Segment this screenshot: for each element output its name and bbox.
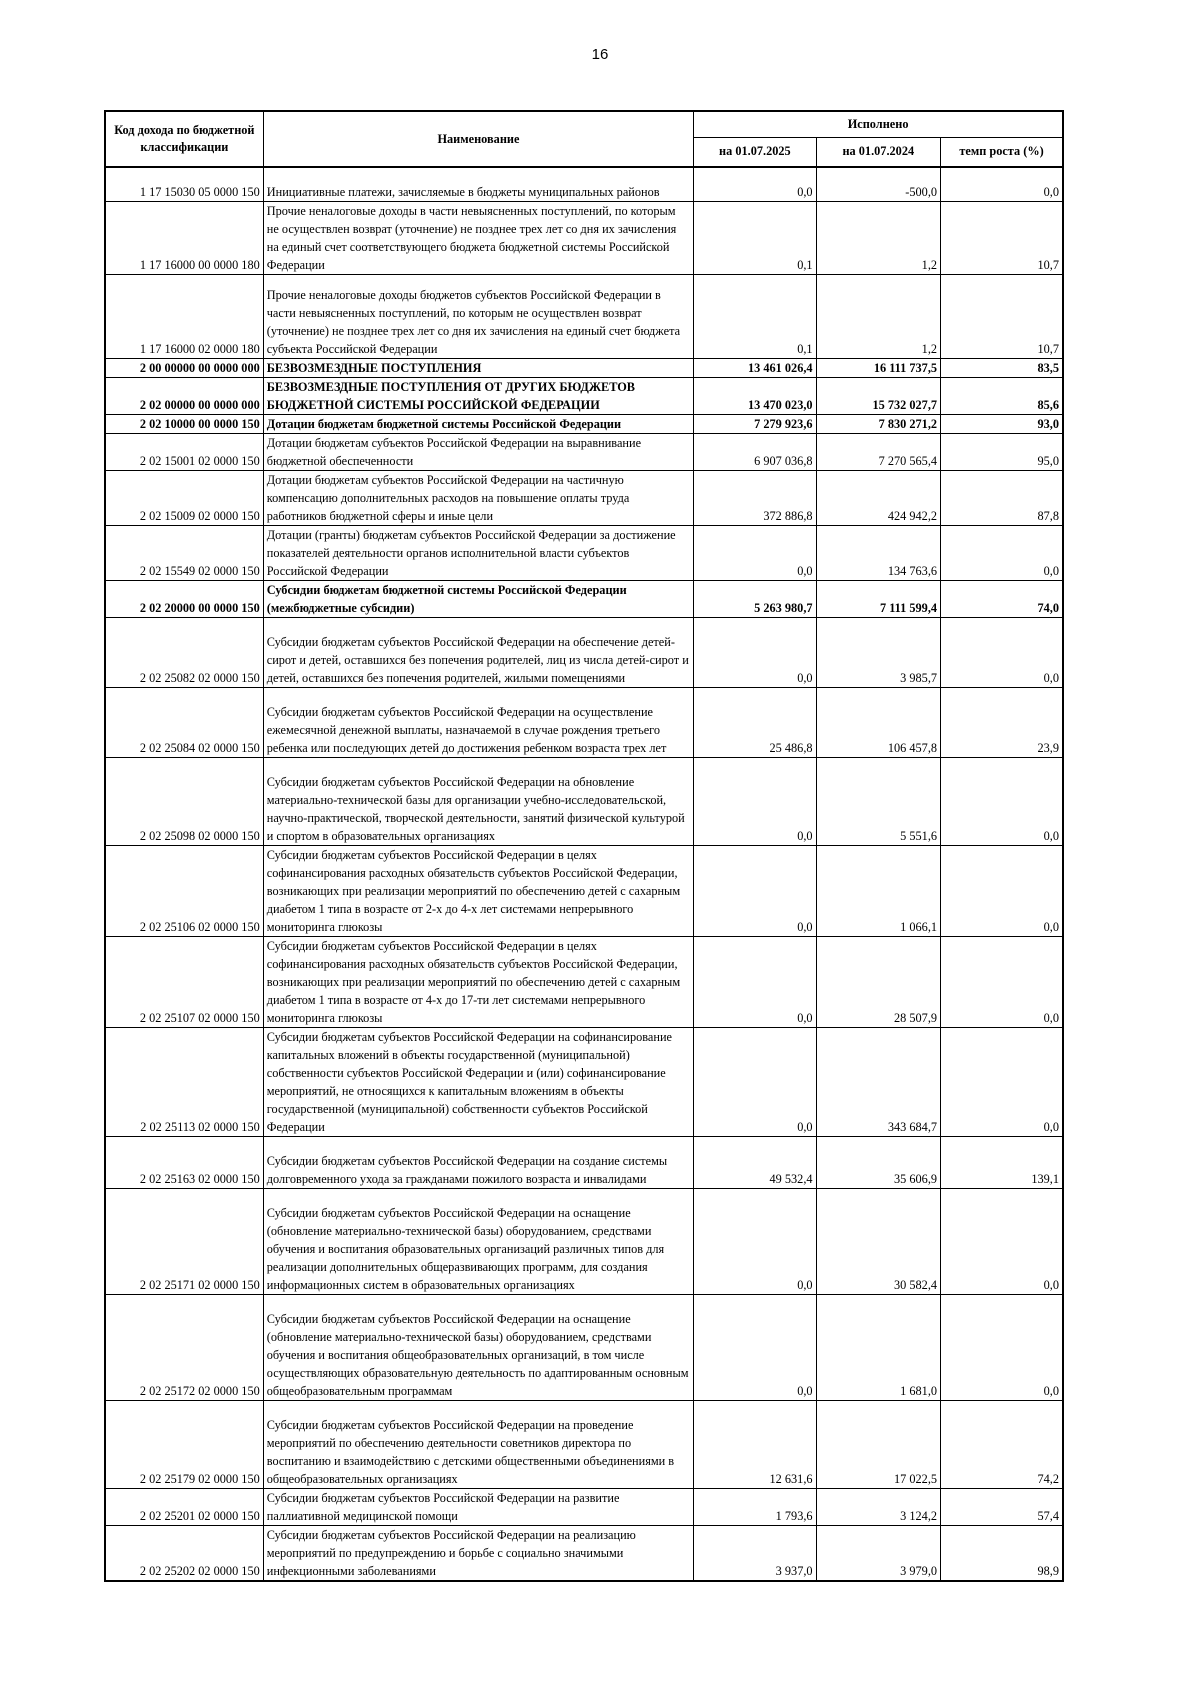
row-code: 2 02 15009 02 0000 150 (105, 470, 263, 525)
table-row (105, 936, 1063, 1027)
table-row (105, 1136, 1063, 1188)
table-row (105, 1027, 1063, 1136)
row-value-2025: 49 532,4 (694, 1136, 816, 1188)
row-growth: 10,7 (941, 201, 1063, 274)
row-value-2025: 0,0 (694, 757, 816, 845)
row-value-2024: 424 942,2 (816, 470, 940, 525)
row-growth: 57,4 (941, 1488, 1063, 1525)
row-code: 2 02 25084 02 0000 150 (105, 687, 263, 757)
table-row (105, 845, 1063, 936)
row-value-2025: 372 886,8 (694, 470, 816, 525)
row-growth: 0,0 (941, 617, 1063, 687)
table-row (105, 687, 1063, 757)
row-growth: 0,0 (941, 1027, 1063, 1136)
row-value-2025: 3 937,0 (694, 1525, 816, 1581)
row-value-2024: 16 111 737,5 (816, 358, 940, 377)
header-growth: темп роста (%) (941, 137, 1063, 167)
row-name: Субсидии бюджетам субъектов Российской Федерации на обновление материально-технической базы для организации учебно-исследовательской, научно-практической, творческой деятельности, занятий физической культурой и спортом в образовательных организациях (263, 757, 693, 845)
table-row (105, 580, 1063, 617)
header-executed: Исполнено (694, 111, 1063, 137)
row-code: 2 02 25172 02 0000 150 (105, 1294, 263, 1400)
row-growth: 93,0 (941, 414, 1063, 433)
row-code: 1 17 15030 05 0000 150 (105, 167, 263, 201)
row-name: Инициативные платежи, зачисляемые в бюджеты муниципальных районов (263, 167, 693, 201)
row-code: 2 02 25163 02 0000 150 (105, 1136, 263, 1188)
row-name: Субсидии бюджетам субъектов Российской Федерации на проведение мероприятий по обеспечению деятельности советников директора по воспитанию и взаимодействию с детскими общественными объединениями в общеобразовательных организациях (263, 1400, 693, 1488)
row-code: 1 17 16000 00 0000 180 (105, 201, 263, 274)
row-name: Субсидии бюджетам бюджетной системы Российской Федерации (межбюджетные субсидии) (263, 580, 693, 617)
row-value-2025: 0,0 (694, 525, 816, 580)
row-growth: 0,0 (941, 167, 1063, 201)
row-value-2024: -500,0 (816, 167, 940, 201)
row-code: 2 02 15549 02 0000 150 (105, 525, 263, 580)
table-header (105, 111, 1063, 167)
row-growth: 0,0 (941, 1188, 1063, 1294)
table-row (105, 358, 1063, 377)
row-value-2024: 3 985,7 (816, 617, 940, 687)
table-row (105, 274, 1063, 358)
header-date-2025: на 01.07.2025 (694, 137, 816, 167)
row-growth: 23,9 (941, 687, 1063, 757)
row-code: 2 02 25113 02 0000 150 (105, 1027, 263, 1136)
row-growth: 139,1 (941, 1136, 1063, 1188)
table-row (105, 201, 1063, 274)
row-name: Субсидии бюджетам субъектов Российской Федерации на создание системы долговременного ухода за гражданами пожилого возраста и инвалидами (263, 1136, 693, 1188)
row-value-2025: 6 907 036,8 (694, 433, 816, 470)
row-value-2024: 134 763,6 (816, 525, 940, 580)
row-growth: 98,9 (941, 1525, 1063, 1581)
row-value-2025: 25 486,8 (694, 687, 816, 757)
row-name: БЕЗВОЗМЕЗДНЫЕ ПОСТУПЛЕНИЯ (263, 358, 693, 377)
row-code: 2 02 25179 02 0000 150 (105, 1400, 263, 1488)
row-code: 2 02 00000 00 0000 000 (105, 377, 263, 414)
row-value-2025: 0,1 (694, 274, 816, 358)
row-value-2024: 28 507,9 (816, 936, 940, 1027)
table-row (105, 377, 1063, 414)
table-row (105, 433, 1063, 470)
row-growth: 10,7 (941, 274, 1063, 358)
row-value-2024: 7 270 565,4 (816, 433, 940, 470)
row-code: 2 02 25107 02 0000 150 (105, 936, 263, 1027)
row-value-2025: 0,1 (694, 201, 816, 274)
row-growth: 0,0 (941, 845, 1063, 936)
row-value-2024: 5 551,6 (816, 757, 940, 845)
table-row (105, 525, 1063, 580)
header-code: Код дохода по бюджетной классификации (105, 111, 263, 167)
row-growth: 74,0 (941, 580, 1063, 617)
row-value-2025: 7 279 923,6 (694, 414, 816, 433)
row-value-2024: 15 732 027,7 (816, 377, 940, 414)
row-value-2024: 7 830 271,2 (816, 414, 940, 433)
row-name: Субсидии бюджетам субъектов Российской Федерации на обеспечение детей-сирот и детей, оставшихся без попечения родителей, лиц из числа детей-сирот и детей, оставшихся без попечения родителей, жилыми помещениями (263, 617, 693, 687)
row-value-2025: 0,0 (694, 617, 816, 687)
row-code: 2 02 25171 02 0000 150 (105, 1188, 263, 1294)
table-row (105, 617, 1063, 687)
row-growth: 0,0 (941, 936, 1063, 1027)
row-name: Прочие неналоговые доходы в части невыясненных поступлений, по которым не осуществлен возврат (уточнение) не позднее трех лет со дня их зачисления на единый счет соответствующего бюджета бюджетной системы Российской Федерации (263, 201, 693, 274)
row-value-2025: 13 461 026,4 (694, 358, 816, 377)
row-value-2024: 1,2 (816, 274, 940, 358)
row-code: 2 02 20000 00 0000 150 (105, 580, 263, 617)
row-value-2025: 1 793,6 (694, 1488, 816, 1525)
row-value-2025: 0,0 (694, 1188, 816, 1294)
row-growth: 0,0 (941, 525, 1063, 580)
row-value-2025: 0,0 (694, 936, 816, 1027)
row-growth: 83,5 (941, 358, 1063, 377)
header-date-2024: на 01.07.2024 (816, 137, 940, 167)
row-name: Субсидии бюджетам субъектов Российской Федерации на осуществление ежемесячной денежной выплаты, назначаемой в случае рождения третьего ребенка или последующих детей до достижения ребенком возраста трех лет (263, 687, 693, 757)
row-name: Дотации бюджетам субъектов Российской Федерации на выравнивание бюджетной обеспеченности (263, 433, 693, 470)
row-name: Дотации бюджетам субъектов Российской Федерации на частичную компенсацию дополнительных расходов на повышение оплаты труда работников бюджетной сферы и иные цели (263, 470, 693, 525)
row-name: Прочие неналоговые доходы бюджетов субъектов Российской Федерации в части невыясненных поступлений, по которым не осуществлен возврат (уточнение) не позднее трех лет со дня их зачисления на единый счет бюджета субъекта Российской Федерации (263, 274, 693, 358)
row-value-2024: 30 582,4 (816, 1188, 940, 1294)
row-growth: 95,0 (941, 433, 1063, 470)
revenue-table (104, 110, 1064, 1582)
table-row (105, 1294, 1063, 1400)
row-name: Субсидии бюджетам субъектов Российской Федерации в целях софинансирования расходных обязательств субъектов Российской Федерации, возникающих при реализации мероприятий по обеспечению детей с сахарным диабетом 1 типа в возрасте от 4-х до 17-ти лет системами непрерывного мониторинга глюкозы (263, 936, 693, 1027)
row-growth: 0,0 (941, 757, 1063, 845)
row-code: 2 02 25098 02 0000 150 (105, 757, 263, 845)
row-value-2024: 1 066,1 (816, 845, 940, 936)
table-row (105, 470, 1063, 525)
row-value-2024: 35 606,9 (816, 1136, 940, 1188)
table-row (105, 414, 1063, 433)
row-code: 2 02 15001 02 0000 150 (105, 433, 263, 470)
row-name: Субсидии бюджетам субъектов Российской Федерации на оснащение (обновление материально-технической базы) оборудованием, средствами обучения и воспитания образовательных организаций различных типов для реализации дополнительных общеразвивающих программ, для создания информационных систем в образовательных организациях (263, 1188, 693, 1294)
table-row (105, 1188, 1063, 1294)
row-value-2025: 0,0 (694, 1027, 816, 1136)
row-value-2024: 17 022,5 (816, 1400, 940, 1488)
row-name: Субсидии бюджетам субъектов Российской Федерации в целях софинансирования расходных обязательств субъектов Российской Федерации, возникающих при реализации мероприятий по обеспечению детей с сахарным диабетом 1 типа в возрасте от 2-х до 4-х лет системами непрерывного мониторинга глюкозы (263, 845, 693, 936)
row-name: БЕЗВОЗМЕЗДНЫЕ ПОСТУПЛЕНИЯ ОТ ДРУГИХ БЮДЖЕТОВ БЮДЖЕТНОЙ СИСТЕМЫ РОССИЙСКОЙ ФЕДЕРАЦИИ (263, 377, 693, 414)
table-body (105, 167, 1063, 1581)
row-code: 1 17 16000 02 0000 180 (105, 274, 263, 358)
row-name: Дотации (гранты) бюджетам субъектов Российской Федерации за достижение показателей деятельности органов исполнительной власти субъектов Российской Федерации (263, 525, 693, 580)
row-code: 2 02 25202 02 0000 150 (105, 1525, 263, 1581)
row-code: 2 02 25082 02 0000 150 (105, 617, 263, 687)
row-value-2024: 3 124,2 (816, 1488, 940, 1525)
row-code: 2 02 25201 02 0000 150 (105, 1488, 263, 1525)
table-row (105, 1400, 1063, 1488)
row-growth: 74,2 (941, 1400, 1063, 1488)
header-name: Наименование (263, 111, 693, 167)
row-value-2024: 106 457,8 (816, 687, 940, 757)
row-name: Субсидии бюджетам субъектов Российской Федерации на реализацию мероприятий по предупреждению и борьбе с социально значимыми инфекционными заболеваниями (263, 1525, 693, 1581)
row-growth: 85,6 (941, 377, 1063, 414)
row-value-2025: 0,0 (694, 845, 816, 936)
row-name: Субсидии бюджетам субъектов Российской Федерации на развитие паллиативной медицинской помощи (263, 1488, 693, 1525)
row-growth: 87,8 (941, 470, 1063, 525)
table-row (105, 167, 1063, 201)
row-value-2025: 13 470 023,0 (694, 377, 816, 414)
row-value-2024: 3 979,0 (816, 1525, 940, 1581)
row-value-2024: 1,2 (816, 201, 940, 274)
row-value-2025: 0,0 (694, 167, 816, 201)
table-row (105, 757, 1063, 845)
row-value-2024: 7 111 599,4 (816, 580, 940, 617)
table-row (105, 1525, 1063, 1581)
row-value-2024: 343 684,7 (816, 1027, 940, 1136)
row-code: 2 02 10000 00 0000 150 (105, 414, 263, 433)
row-value-2025: 5 263 980,7 (694, 580, 816, 617)
row-growth: 0,0 (941, 1294, 1063, 1400)
page-number: 16 (591, 46, 609, 63)
row-value-2025: 0,0 (694, 1294, 816, 1400)
table-row (105, 1488, 1063, 1525)
row-value-2025: 12 631,6 (694, 1400, 816, 1488)
row-name: Дотации бюджетам бюджетной системы Российской Федерации (263, 414, 693, 433)
row-code: 2 02 25106 02 0000 150 (105, 845, 263, 936)
row-value-2024: 1 681,0 (816, 1294, 940, 1400)
row-code: 2 00 00000 00 0000 000 (105, 358, 263, 377)
row-name: Субсидии бюджетам субъектов Российской Федерации на софинансирование капитальных вложений в объекты государственной (муниципальной) собственности субъектов Российской Федерации и (или) софинансирование мероприятий, не относящихся к капитальным вложениям в объекты государственной (муниципальной) собственности субъектов Российской Федерации (263, 1027, 693, 1136)
row-name: Субсидии бюджетам субъектов Российской Федерации на оснащение (обновление материально-технической базы) оборудованием, средствами обучения и воспитания общеобразовательных организаций, в том числе осуществляющих образовательную деятельность по адаптированным основным общеобразовательным программам (263, 1294, 693, 1400)
